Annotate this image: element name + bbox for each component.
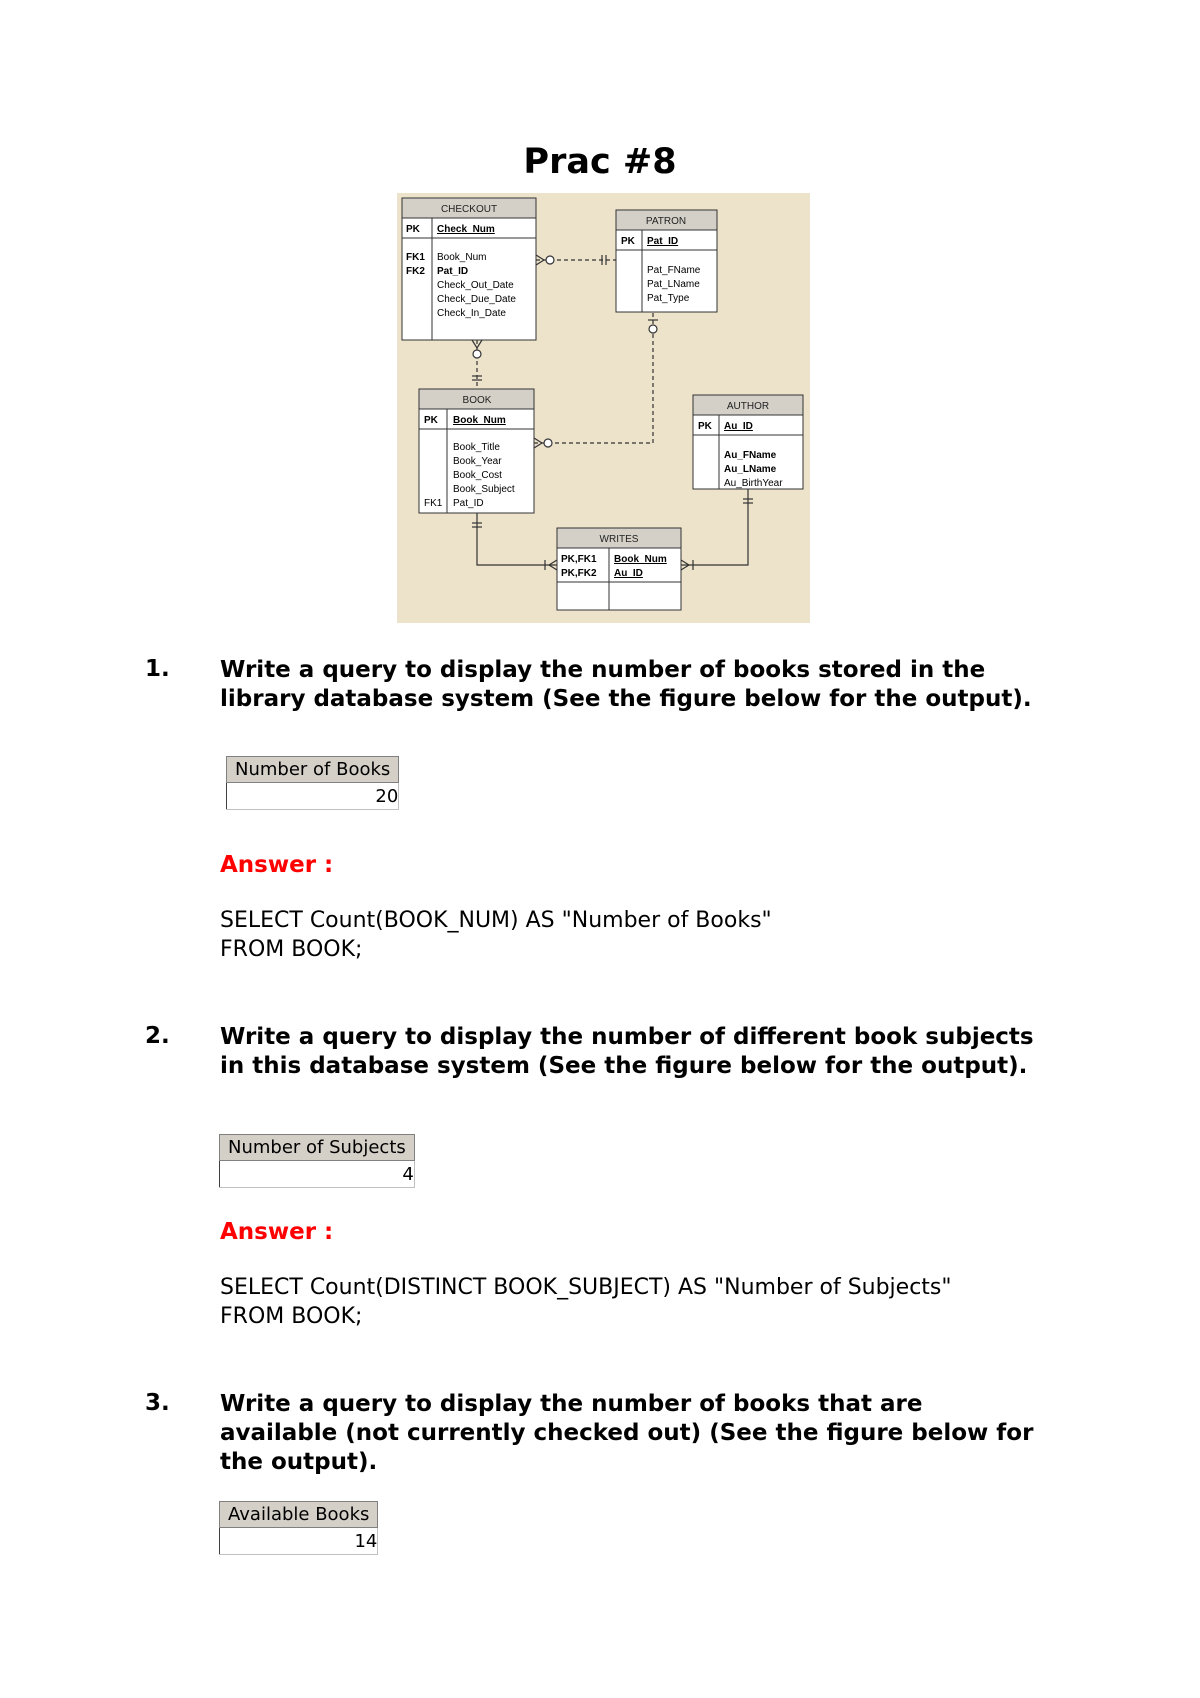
checkout-fk1-label: FK1 [406,252,425,263]
er-diagram [397,193,810,623]
output-table-number-of-books [226,756,399,810]
book-field: Book_Subject [453,484,515,495]
sql-line: FROM BOOK; [220,1304,363,1329]
question-text: Write a query to display the number of books that are available (not currently checked out) (See the figure below for the output). [220,1391,1034,1475]
checkout-field: Book_Num [437,252,487,263]
page-title: Prac #8 [523,142,677,182]
entity-author-name: AUTHOR [726,401,770,412]
output-table-available-books [219,1501,378,1555]
question-number: 2. [145,1023,170,1049]
entity-patron-name: PATRON [645,216,687,227]
author-pk-label: PK [698,421,712,432]
question-text: Write a query to display the number of different book subjects in this database system (See the figure below for the output). [220,1024,1034,1079]
checkout-fk2-label: FK2 [406,266,425,277]
checkout-field: Check_Out_Date [437,280,514,291]
author-pk-field: Au_ID [724,421,753,432]
writes-key-field: Book_Num [614,554,667,565]
answer-label: Answer : [220,852,334,878]
output-header: Number of Books [227,757,399,783]
optional-circle [546,256,554,264]
output-table-number-of-subjects [219,1134,415,1188]
book-field: Book_Title [453,442,500,453]
optional-circle [649,325,657,333]
book-pk-field: Book_Num [453,415,506,426]
patron-pk-field: Pat_ID [647,236,679,247]
sql-line: FROM BOOK; [220,937,363,962]
output-header: Available Books [220,1502,378,1528]
output-value: 4 [220,1161,415,1188]
checkout-field: Check_In_Date [437,308,506,319]
entity-checkout [402,198,536,340]
entity-author [693,395,803,489]
entity-book-name: BOOK [462,395,492,406]
patron-field: Pat_Type [647,293,690,304]
writes-key-label: PK,FK2 [561,568,597,579]
checkout-pk-label: PK [406,224,420,235]
patron-pk-label: PK [621,236,635,247]
question-text: Write a query to display the number of books stored in the library database system (See the figure below for the output). [220,657,1032,712]
checkout-field: Pat_ID [437,266,469,277]
book-field: Book_Year [453,456,502,467]
output-value: 20 [227,783,399,810]
writes-key-label: PK,FK1 [561,554,597,565]
sql-line: SELECT Count(DISTINCT BOOK_SUBJECT) AS "Number of Subjects" [220,1275,952,1300]
book-field: Pat_ID [453,498,484,509]
author-field: Au_LName [724,464,777,475]
question-number: 3. [145,1390,170,1416]
patron-field: Pat_FName [647,265,701,276]
book-fk1-label: FK1 [424,498,443,509]
writes-key-field: Au_ID [614,568,643,579]
book-pk-label: PK [424,415,438,426]
entity-patron [616,210,717,312]
author-field: Au_BirthYear [724,478,783,489]
entity-checkout-name: CHECKOUT [440,204,498,215]
patron-field: Pat_LName [647,279,700,290]
answer-label: Answer : [220,1219,334,1245]
optional-circle [544,439,552,447]
question-number: 1. [145,656,170,682]
output-header: Number of Subjects [220,1135,415,1161]
optional-circle [473,350,481,358]
checkout-pk-field: Check_Num [437,224,495,235]
entity-writes [557,528,681,610]
book-field: Book_Cost [453,470,502,481]
output-value: 14 [220,1528,378,1555]
entity-book [419,389,534,513]
entity-writes-name: WRITES [599,534,639,545]
checkout-field: Check_Due_Date [437,294,516,305]
sql-line: SELECT Count(BOOK_NUM) AS "Number of Books" [220,908,772,933]
author-field: Au_FName [724,450,777,461]
